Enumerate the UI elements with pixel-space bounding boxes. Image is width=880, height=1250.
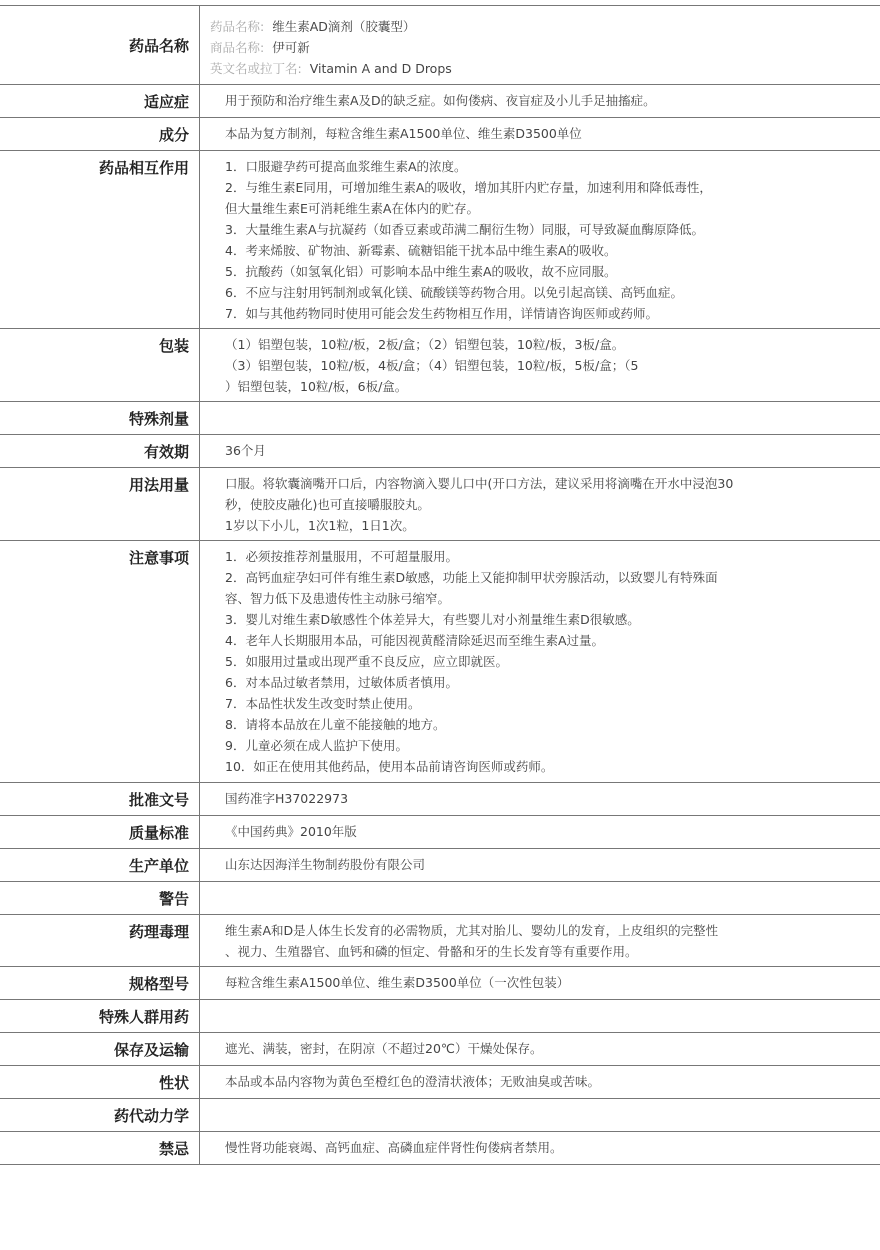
value-line: 4．老年人长期服用本品，可能因视黄醛清除延迟而至维生素A过量。 (225, 633, 605, 648)
info-row (0, 1033, 880, 1066)
row-label: 注意事项 (0, 541, 200, 782)
drug-name-fields (200, 6, 880, 84)
value-line: 口服。将软囊滴嘴开口后，内容物滴入婴儿口中(开口方法，建议采用将滴嘴在开水中浸泡30 (225, 476, 734, 491)
row-label: 药品相互作用 (0, 151, 200, 328)
value-line: 《中国药典》2010年版 (225, 824, 357, 839)
row-drug-name (0, 6, 880, 85)
row-label: 药代动力学 (0, 1099, 200, 1131)
info-row (0, 85, 880, 118)
field-value: 伊可新 (272, 40, 310, 55)
row-value (200, 541, 880, 782)
row-value (200, 435, 880, 467)
row-value (200, 402, 880, 434)
value-line: 2．高钙血症孕妇可伴有维生素D敏感，功能上又能抑制甲状旁腺活动，以致婴儿有特殊面 (225, 570, 718, 585)
row-label: 质量标准 (0, 816, 200, 848)
row-value (200, 967, 880, 999)
row-label: 药理毒理 (0, 915, 200, 966)
value-line: 秒，使胶皮融化)也可直接嚼服胶丸。 (225, 497, 430, 512)
value-line: 每粒含维生素A1500单位、维生素D3500单位（一次性包装） (225, 975, 570, 990)
row-label: 特殊剂量 (0, 402, 200, 434)
value-line: （3）铝塑包装，10粒/板，4板/盒；（4）铝塑包装，10粒/板，5板/盒；（5 (225, 358, 639, 373)
row-value (200, 85, 880, 117)
info-row (0, 816, 880, 849)
info-row (0, 915, 880, 967)
value-line: 用于预防和治疗维生素A及D的缺乏症。如佝偻病、夜盲症及小儿手足抽搐症。 (225, 93, 656, 108)
value-line: 3．婴儿对维生素D敏感性个体差异大，有些婴儿对小剂量维生素D很敏感。 (225, 612, 640, 627)
field-value: 维生素AD滴剂（胶囊型） (272, 19, 416, 34)
value-line: 本品或本品内容物为黄色至橙红色的澄清状液体；无败油臭或苦味。 (225, 1074, 601, 1089)
field-key: 商品名称: (210, 40, 265, 55)
row-value (200, 329, 880, 401)
field-trade-name (210, 37, 870, 58)
row-label: 批准文号 (0, 783, 200, 815)
info-row (0, 1132, 880, 1165)
field-english-name (210, 58, 870, 79)
value-line: 5．如服用过量或出现严重不良反应，应立即就医。 (225, 654, 508, 669)
info-row (0, 882, 880, 915)
row-value (200, 1132, 880, 1164)
row-label: 成分 (0, 118, 200, 150)
row-label: 适应症 (0, 85, 200, 117)
value-line: 6．不应与注射用钙制剂或氧化镁、硫酸镁等药物合用。以免引起高镁、高钙血症。 (225, 285, 683, 300)
field-key: 英文名或拉丁名: (210, 61, 302, 76)
drug-info-table (0, 5, 880, 1165)
value-line: 2．与维生素E同用，可增加维生素A的吸收，增加其肝内贮存量，加速利用和降低毒性， (225, 180, 712, 195)
value-line: 但大量维生素E可消耗维生素A在体内的贮存。 (225, 201, 479, 216)
info-row (0, 329, 880, 402)
value-line: 1．必须按推荐剂量服用，不可超量服用。 (225, 549, 458, 564)
value-line: 5．抗酸药（如氢氧化铝）可影响本品中维生素A的吸收，故不应同服。 (225, 264, 617, 279)
value-line: 国药准字H37022973 (225, 791, 349, 806)
row-value (200, 849, 880, 881)
info-row (0, 1099, 880, 1132)
row-value (200, 468, 880, 540)
info-row (0, 541, 880, 783)
row-value (200, 1033, 880, 1065)
row-label: 保存及运输 (0, 1033, 200, 1065)
row-label: 生产单位 (0, 849, 200, 881)
info-row (0, 118, 880, 151)
row-label: 有效期 (0, 435, 200, 467)
value-line: 1岁以下小儿，1次1粒，1日1次。 (225, 518, 415, 533)
field-key: 药品名称: (210, 19, 265, 34)
value-line: 山东达因海洋生物制药股份有限公司 (225, 857, 426, 872)
field-value: Vitamin A and D Drops (309, 61, 452, 76)
value-line: 6．对本品过敏者禁用，过敏体质者慎用。 (225, 675, 458, 690)
row-value (200, 1000, 880, 1032)
info-row (0, 967, 880, 1000)
value-line: 本品为复方制剂，每粒含维生素A1500单位、维生素D3500单位 (225, 126, 582, 141)
value-line: 3．大量维生素A与抗凝药（如香豆素或茚满二酮衍生物）同服，可导致凝血酶原降低。 (225, 222, 705, 237)
row-value (200, 816, 880, 848)
value-line: 慢性肾功能衰竭、高钙血症、高磷血症伴肾性佝偻病者禁用。 (225, 1140, 563, 1155)
row-value (200, 118, 880, 150)
info-row (0, 151, 880, 329)
value-line: 、视力、生殖器官、血钙和磷的恒定、骨骼和牙的生长发育等有重要作用。 (225, 944, 638, 959)
row-value (200, 151, 880, 328)
info-row (0, 1000, 880, 1033)
info-row (0, 402, 880, 435)
row-label: 禁忌 (0, 1132, 200, 1164)
value-line: 36个月 (225, 443, 266, 458)
value-line: 7．如与其他药物同时使用可能会发生药物相互作用，详情请咨询医师或药师。 (225, 306, 658, 321)
value-line: 1．口服避孕药可提高血浆维生素A的浓度。 (225, 159, 467, 174)
value-line: 维生素A和D是人体生长发育的必需物质，尤其对胎儿、婴幼儿的发育，上皮组织的完整性 (225, 923, 719, 938)
row-label: 警告 (0, 882, 200, 914)
info-row (0, 468, 880, 541)
value-line: 容、智力低下及患遗传性主动脉弓缩窄。 (225, 591, 451, 606)
row-value (200, 882, 880, 914)
row-value (200, 915, 880, 966)
row-label: 特殊人群用药 (0, 1000, 200, 1032)
value-line: 4．考来烯胺、矿物油、新霉素、硫糖铝能干扰本品中维生素A的吸收。 (225, 243, 617, 258)
info-row (0, 783, 880, 816)
row-label: 用法用量 (0, 468, 200, 540)
row-label: 规格型号 (0, 967, 200, 999)
value-line: 遮光、满装，密封，在阴凉（不超过20℃）干燥处保存。 (225, 1041, 543, 1056)
info-row (0, 435, 880, 468)
value-line: 10．如正在使用其他药品，使用本品前请咨询医师或药师。 (225, 759, 554, 774)
field-generic-name (210, 16, 870, 37)
row-label: 药品名称 (0, 6, 200, 84)
value-line: 9．儿童必须在成人监护下使用。 (225, 738, 408, 753)
row-label: 性状 (0, 1066, 200, 1098)
row-value (200, 783, 880, 815)
row-value (200, 1099, 880, 1131)
row-value (200, 1066, 880, 1098)
row-label: 包装 (0, 329, 200, 401)
value-line: 7．本品性状发生改变时禁止使用。 (225, 696, 421, 711)
info-row (0, 1066, 880, 1099)
info-row (0, 849, 880, 882)
value-line: ）铝塑包装，10粒/板，6板/盒。 (225, 379, 408, 394)
value-line: （1）铝塑包装，10粒/板，2板/盒；（2）铝塑包装，10粒/板，3板/盒。 (225, 337, 625, 352)
value-line: 8．请将本品放在儿童不能接触的地方。 (225, 717, 446, 732)
